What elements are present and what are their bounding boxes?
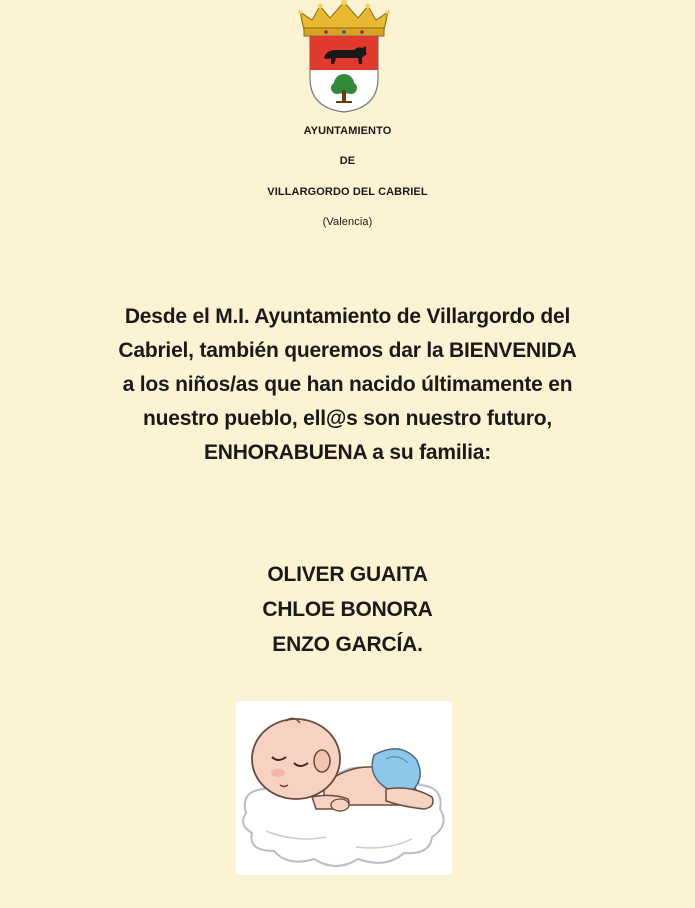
message-line: Desde el M.I. Ayuntamiento de Villargordo del xyxy=(124,305,571,328)
message-line: ENHORABUENA a su familia: xyxy=(203,441,492,464)
baby-names-list xyxy=(0,557,695,662)
header-de-line: DE xyxy=(339,155,356,167)
message-line: Cabriel, también queremos dar la BIENVENIDA xyxy=(118,339,577,362)
header-title-line: AYUNTAMIENTO xyxy=(303,125,392,137)
baby-name: OLIVER GUAITA xyxy=(267,563,428,586)
baby-name: CHLOE BONORA xyxy=(262,598,433,621)
baby-illustration xyxy=(236,701,452,875)
coat-of-arms-icon xyxy=(296,0,392,114)
message-line: nuestro pueblo, ell@s son nuestro futuro, xyxy=(143,407,552,430)
header-province-line: (Valencia) xyxy=(322,216,373,228)
welcome-message xyxy=(40,300,655,470)
sleeping-baby-icon xyxy=(236,701,452,875)
baby-name: ENZO GARCÍA. xyxy=(272,633,423,656)
header-town-line: VILLARGORDO DEL CABRIEL xyxy=(267,186,428,198)
message-line: a los niños/as que han nacido últimamente en xyxy=(122,373,573,396)
